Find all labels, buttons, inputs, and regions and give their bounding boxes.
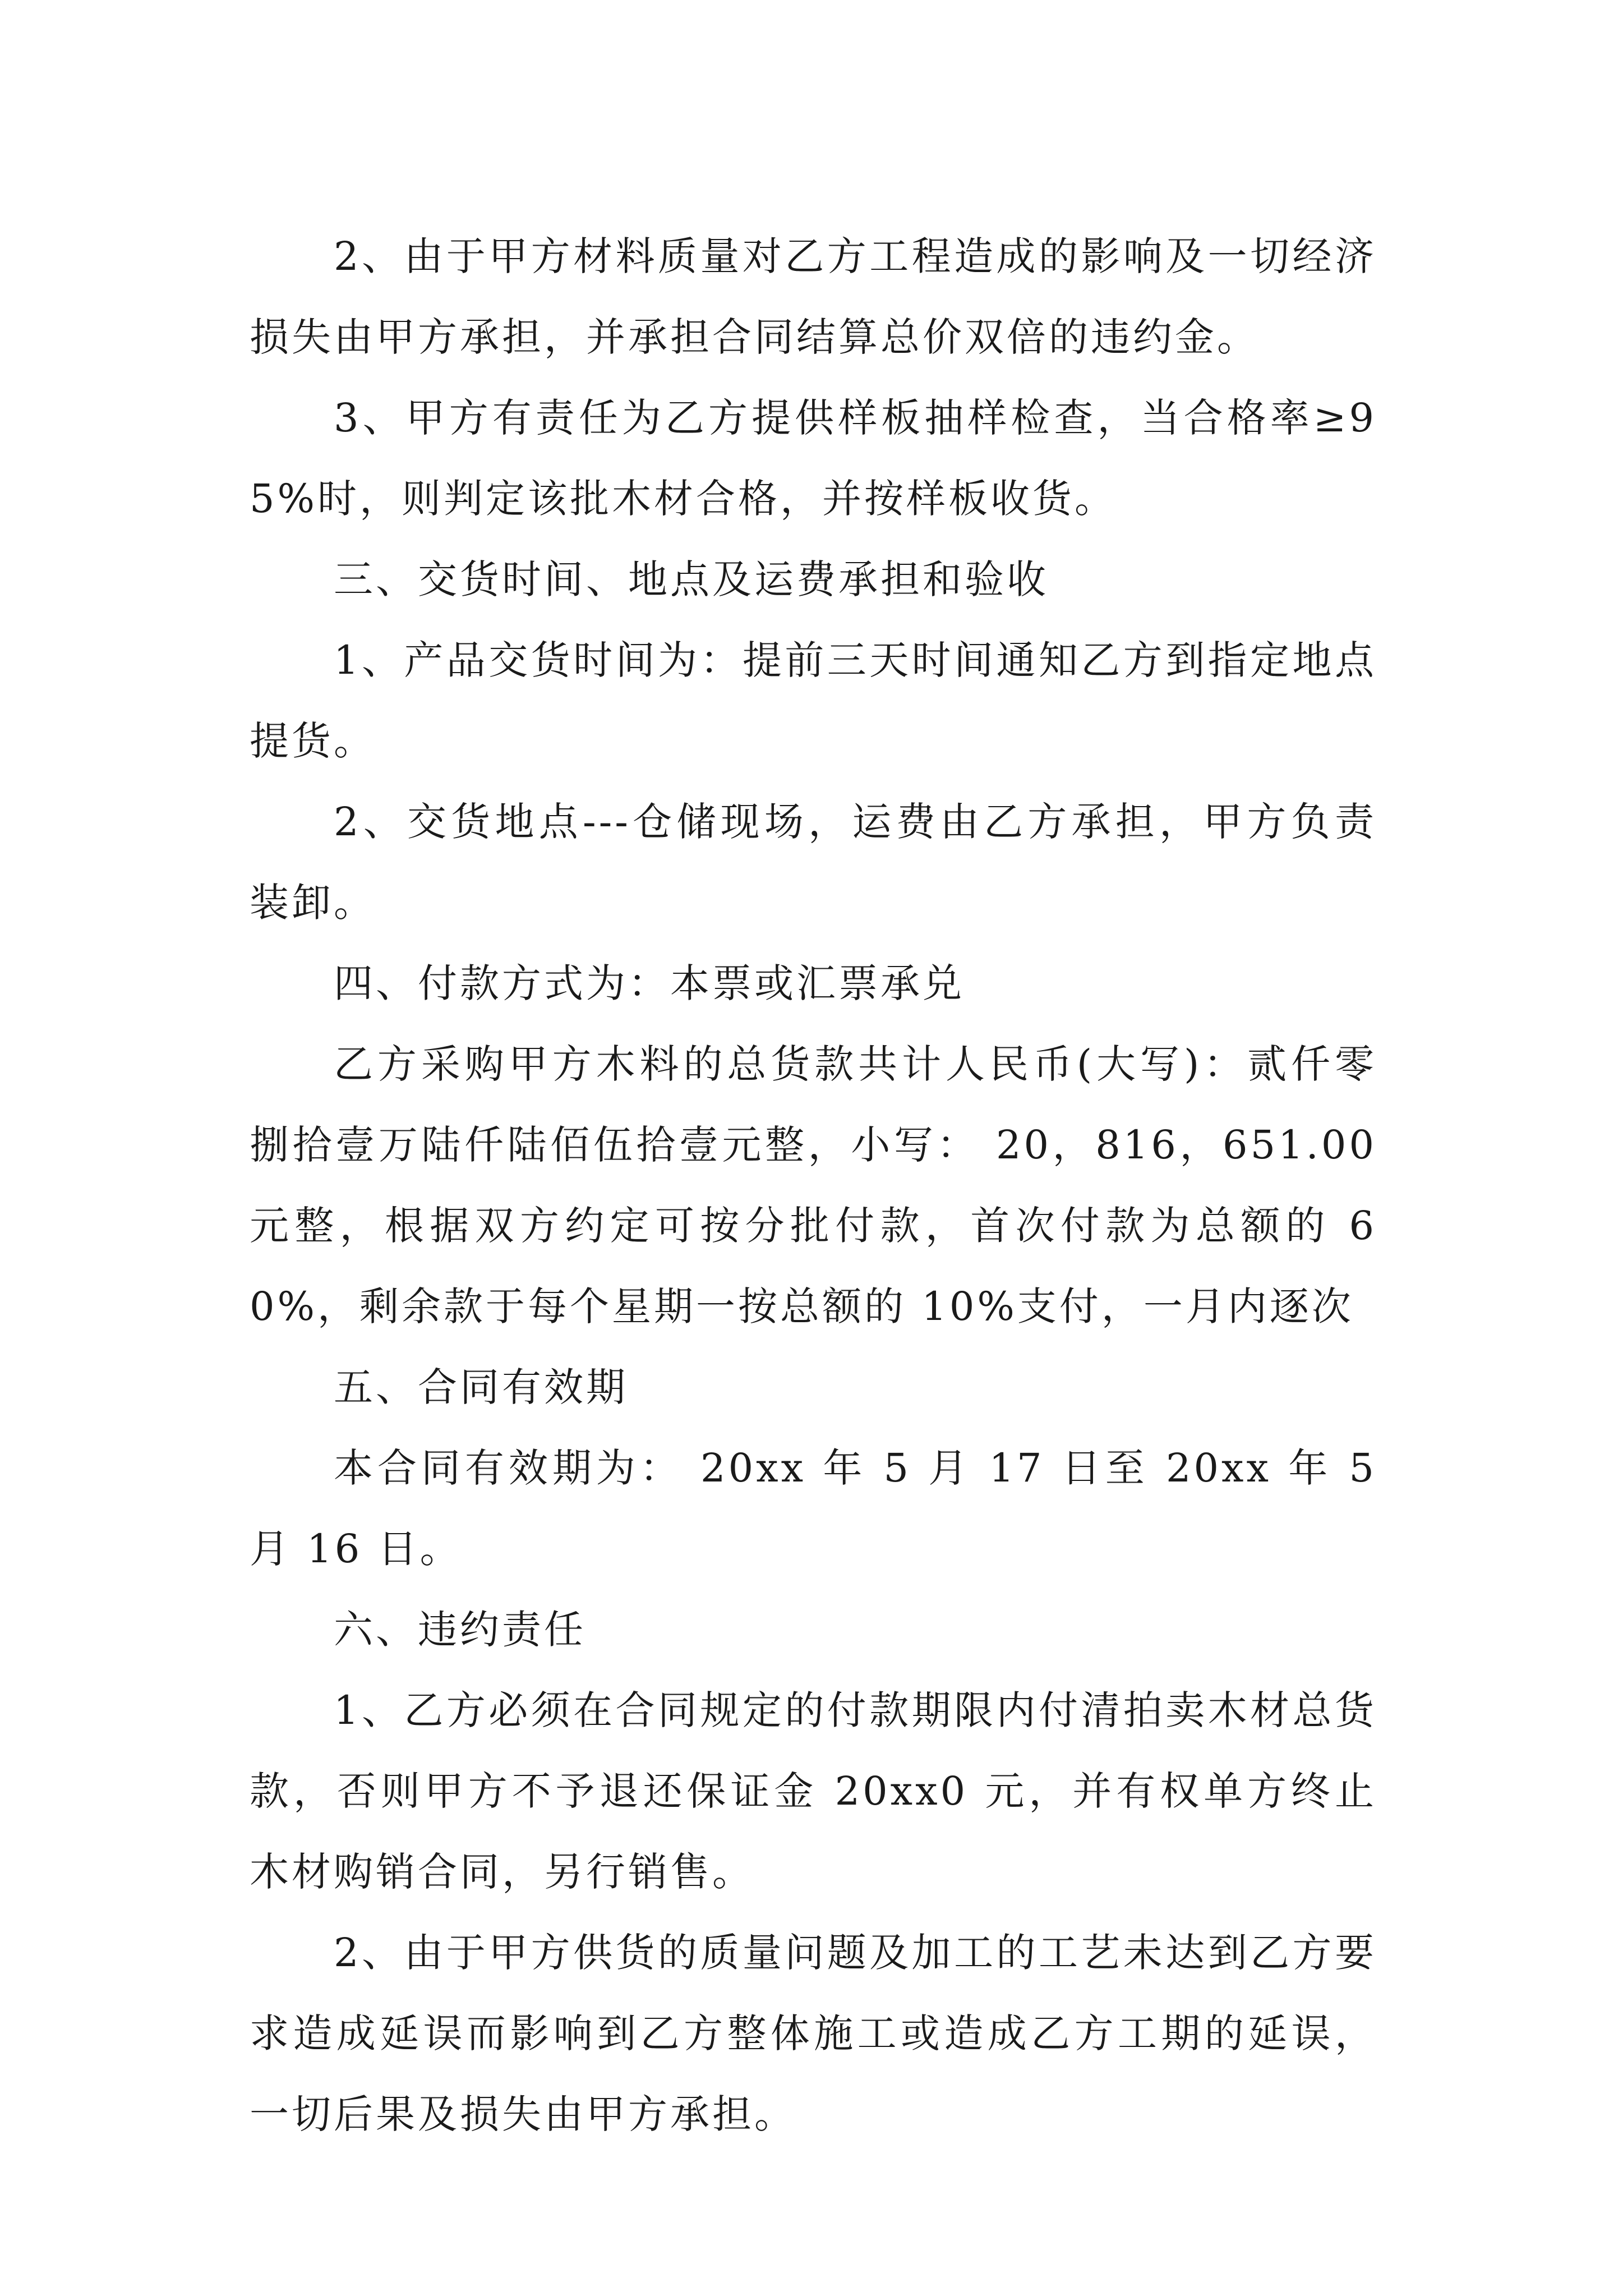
clause-payment-deadline: 1、乙方必须在合同规定的付款期限内付清拍卖木材总货款，否则甲方不予退还保证金 20xx0 元，并有权单方终止木材购销合同，另行销售。 — [250, 1687, 1377, 1895]
clause-delivery-location: 2、交货地点---仓储现场，运费由乙方承担，甲方负责装卸。 — [250, 799, 1377, 926]
clause-validity-period: 本合同有效期为： 20xx 年 5 月 17 日至 20xx 年 5 月 16 日。 — [250, 1445, 1377, 1572]
clause-material-quality-loss: 2、由于甲方材料质量对乙方工程造成的影响及一切经济损失由甲方承担，并承担合同结算总价双倍的违约金。 — [250, 233, 1377, 360]
clause-delivery-time: 1、产品交货时间为：提前三天时间通知乙方到指定地点提货。 — [250, 637, 1377, 764]
section-heading-delivery: 三、交货时间、地点及运费承担和验收 — [334, 556, 1049, 602]
clause-supply-quality-delay: 2、由于甲方供货的质量问题及加工的工艺未达到乙方要求造成延误而影响到乙方整体施工或造成乙方工期的延误，一切后果及损失由甲方承担。 — [250, 1930, 1377, 2137]
section-heading-validity: 五、合同有效期 — [334, 1364, 628, 1410]
section-heading-payment: 四、付款方式为：本票或汇票承兑 — [334, 960, 965, 1006]
clause-sample-inspection: 3、甲方有责任为乙方提供样板抽样检查，当合格率≥95%时，则判定该批木材合格，并按样板收货。 — [250, 395, 1377, 522]
section-heading-liability: 六、违约责任 — [334, 1607, 586, 1653]
clause-payment-amount: 乙方采购甲方木料的总货款共计人民币(大写)：贰仟零捌拾壹万陆仟陆佰伍拾壹元整，小写： 20，816，651.00 元整，根据双方约定可按分批付款，首次付款为总额的 60%，剩余款于每个星期一按总额的 10%支付，一月内逐次 — [250, 1041, 1377, 1329]
contract-body — [250, 216, 1377, 2155]
